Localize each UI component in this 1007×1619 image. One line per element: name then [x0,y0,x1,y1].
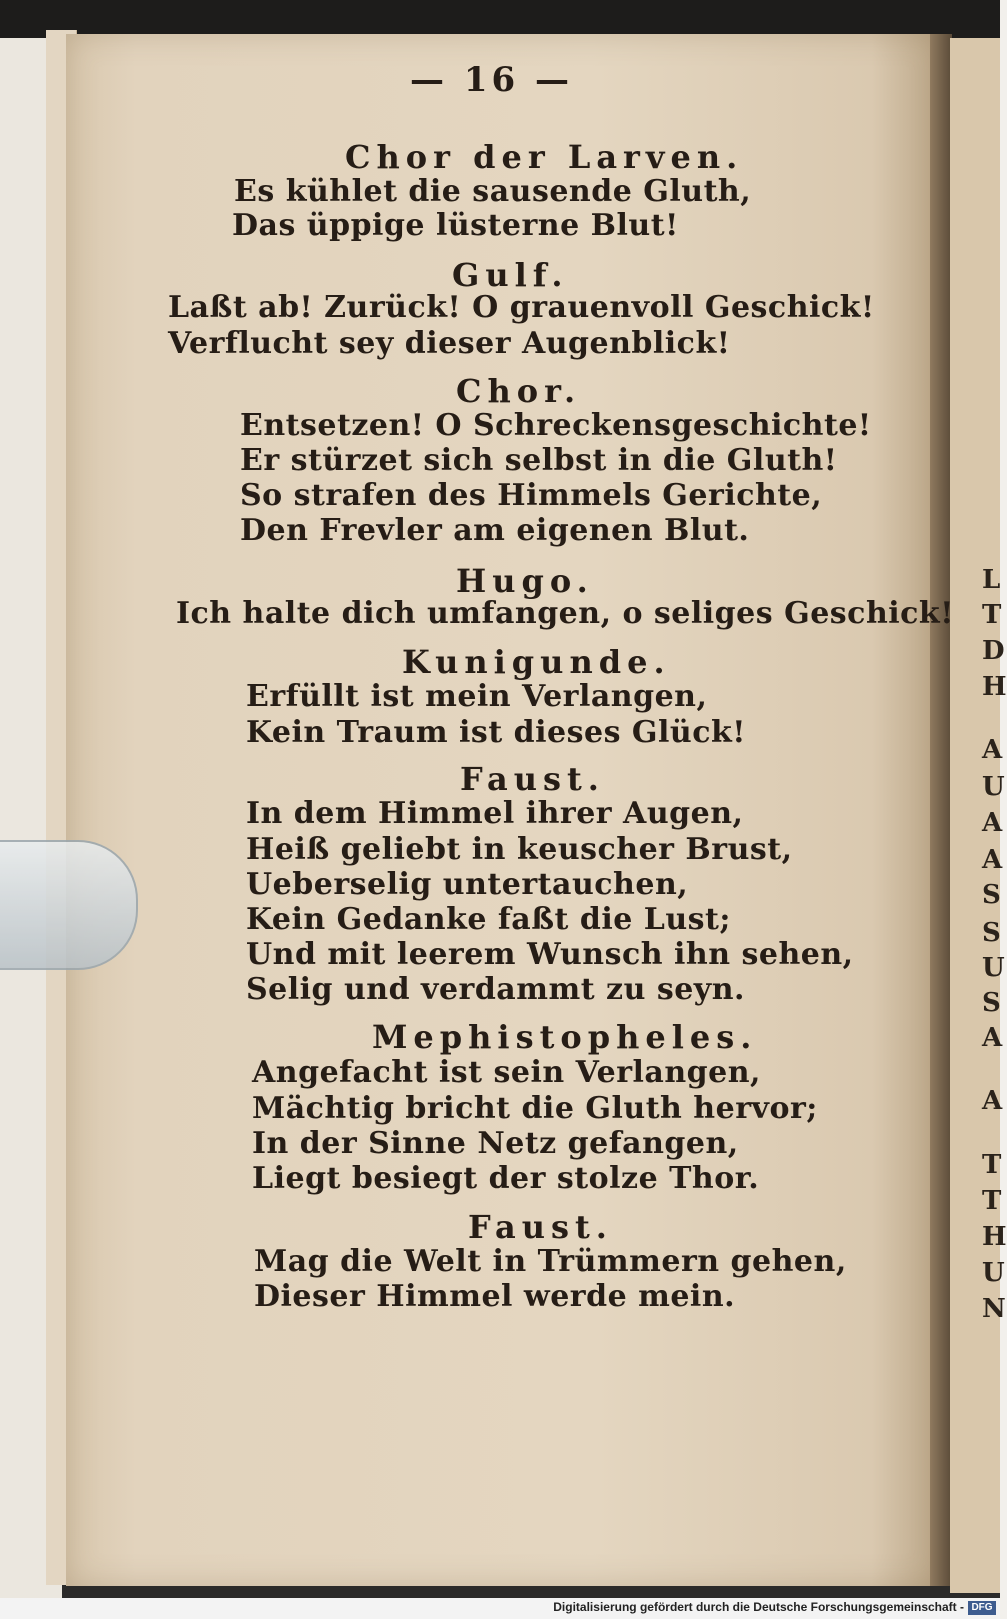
facing-page-fragment: U [982,1258,1005,1288]
verse-line: Heiß geliebt in keuscher Brust, [246,832,793,867]
verse-line: Mag die Welt in Trümmern gehen, [254,1244,847,1279]
verse-line: Liegt besiegt der stolze Thor. [252,1161,760,1196]
verse-line: Es kühlet die sausende Gluth, [234,174,752,209]
speaker-label: Faust. [460,760,605,798]
speaker-label: Mephistopheles. [372,1018,758,1056]
verse-line: Das üppige lüsterne Blut! [232,208,679,243]
verse-line: In der Sinne Netz gefangen, [252,1126,739,1161]
facing-page-fragment: N [982,1294,1006,1324]
facing-page-fragment: T [982,1150,1002,1180]
facing-page-fragment: H [982,1222,1007,1252]
scanner-top-shadow [0,0,1000,38]
digitization-credit: Digitalisierung gefördert durch die Deutsche Forschungsgemeinschaft - [553,1600,964,1614]
verse-line: Entsetzen! O Schreckensgeschichte! [240,408,872,443]
facing-page-fragment: A [982,1086,1003,1116]
facing-page-fragment: A [982,735,1003,765]
verse-line: Und mit leerem Wunsch ihn sehen, [246,937,854,972]
facing-page-fragment: H [982,672,1007,702]
dfg-logo: DFG [968,1601,996,1615]
verse-line: Laßt ab! Zurück! O grauenvoll Geschick! [168,290,875,325]
verse-line: Kein Gedanke faßt die Lust; [246,902,731,937]
facing-page-fragment: S [982,880,1001,910]
facing-page-fragment: D [982,636,1005,666]
verse-line: Ueberselig untertauchen, [246,867,689,902]
speaker-label: Gulf. [452,256,569,294]
speaker-label: Chor. [456,372,582,410]
verse-line: Selig und verdammt zu seyn. [246,972,745,1007]
facing-page-fragment: L [982,565,1001,595]
verse-line: Er stürzet sich selbst in die Gluth! [240,443,838,478]
speaker-label: Faust. [468,1208,613,1246]
verse-line: Kein Traum ist dieses Glück! [246,715,746,750]
verse-line: Erfüllt ist mein Verlangen, [246,679,708,714]
speaker-label: Chor der Larven. [345,138,744,176]
verse-line: Dieser Himmel werde mein. [254,1279,736,1314]
speaker-label: Kunigunde. [402,643,671,681]
page-clip [0,840,138,970]
facing-page-fragment: T [982,1186,1002,1216]
facing-page-fragment: S [982,918,1001,948]
facing-page-fragment: S [982,988,1001,1018]
facing-page-fragment: U [982,953,1005,983]
speaker-label: Hugo. [456,562,594,600]
verse-line: Mächtig bricht die Gluth hervor; [252,1091,818,1126]
verse-line: So strafen des Himmels Gerichte, [240,478,823,513]
facing-page-fragment: U [982,772,1005,802]
facing-page-fragment: A [982,845,1003,875]
verse-line: In dem Himmel ihrer Augen, [246,796,744,831]
verse-line: Den Frevler am eigenen Blut. [240,513,750,548]
page-number: — 16 — [410,60,573,100]
book-gutter [930,34,952,1586]
verse-line: Verflucht sey dieser Augenblick! [168,326,731,361]
verse-line: Ich halte dich umfangen, o seliges Geschick! [176,596,954,631]
facing-page-fragment: A [982,808,1003,838]
verse-line: Angefacht ist sein Verlangen, [252,1055,761,1090]
facing-page-fragment: A [982,1023,1003,1053]
facing-page-fragment: T [982,600,1002,630]
